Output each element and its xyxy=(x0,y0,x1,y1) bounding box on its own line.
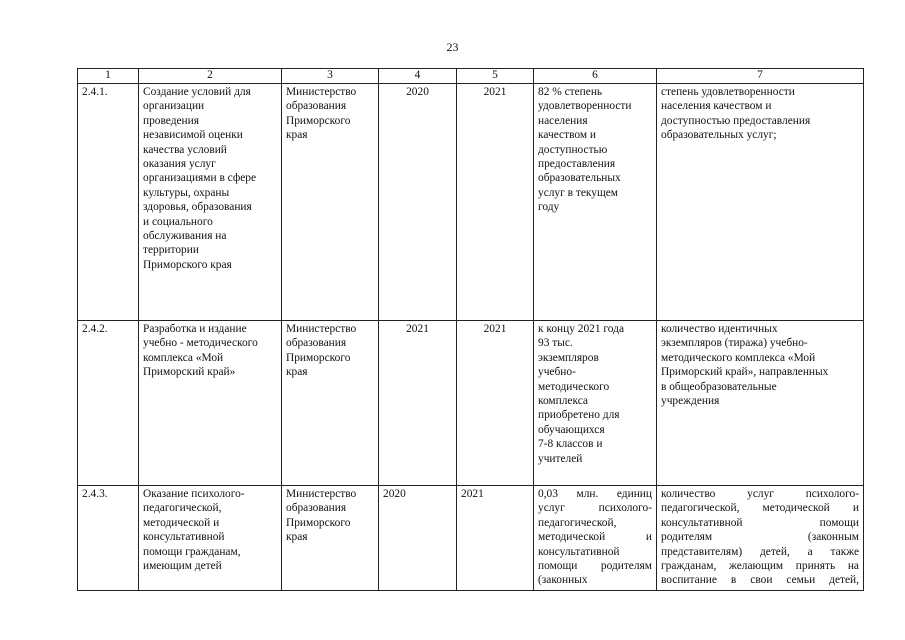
executor-cell: Министерство образования Приморского края xyxy=(282,486,379,591)
page-number: 23 xyxy=(446,40,459,54)
indicator-cell: количество идентичных экземпляров (тиража) учебно- методического комплекса «Мой Приморский край», направленных в общеобразовательные учреждения xyxy=(657,321,864,486)
result-cell: 0,03 млн. единиц услуг психолого- педагогической, методической и консультативной помощи родителям (законных xyxy=(534,486,657,591)
indicator-cell: степень удовлетворенности населения качеством и доступностью предоставления образовательных услуг; xyxy=(657,84,864,321)
row-number-cell: 2.4.3. xyxy=(78,486,139,591)
executor-cell: Министерство образования Приморского края xyxy=(282,321,379,486)
table-row xyxy=(78,321,864,486)
action-cell: Создание условий для организации проведения независимой оценки качества условий оказания услуг организациями в сфере культуры, охраны здоровья, образования и социального обслуживания на территории Приморского края xyxy=(139,84,282,321)
row-number-cell: 2.4.2. xyxy=(78,321,139,486)
end-year-cell: 2021 xyxy=(457,84,534,321)
column-header-5: 5 xyxy=(457,69,534,84)
column-header-3: 3 xyxy=(282,69,379,84)
column-header-1: 1 xyxy=(78,69,139,84)
start-year-cell: 2020 xyxy=(379,84,457,321)
end-year-cell: 2021 xyxy=(457,486,534,591)
action-cell: Оказание психолого- педагогической, методической и консультативной помощи гражданам, имеющим детей xyxy=(139,486,282,591)
page-bottom-margin xyxy=(77,596,863,640)
row-number-cell: 2.4.1. xyxy=(78,84,139,321)
start-year-cell: 2021 xyxy=(379,321,457,486)
table-header-row xyxy=(78,69,864,84)
result-cell: 82 % степень удовлетворенности населения качеством и доступностью предоставления образовательных услуг в текущем году xyxy=(534,84,657,321)
indicator-cell: количество услуг психолого- педагогической, методической и консультативной помощи родителям (законным представителям) детей, а также гражданам, желающим принять на воспитание в свои семьи детей, xyxy=(657,486,864,591)
table-row xyxy=(78,84,864,321)
action-cell: Разработка и издание учебно - методического комплекса «Мой Приморский край» xyxy=(139,321,282,486)
table-row xyxy=(78,486,864,591)
column-header-7: 7 xyxy=(657,69,864,84)
measures-table xyxy=(77,68,864,591)
column-header-2: 2 xyxy=(139,69,282,84)
executor-cell: Министерство образования Приморского края xyxy=(282,84,379,321)
start-year-cell: 2020 xyxy=(379,486,457,591)
end-year-cell: 2021 xyxy=(457,321,534,486)
result-cell: к концу 2021 года 93 тыс. экземпляров учебно- методического комплекса приобретено для обучающихся 7-8 классов и учителей xyxy=(534,321,657,486)
column-header-6: 6 xyxy=(534,69,657,84)
column-header-4: 4 xyxy=(379,69,457,84)
